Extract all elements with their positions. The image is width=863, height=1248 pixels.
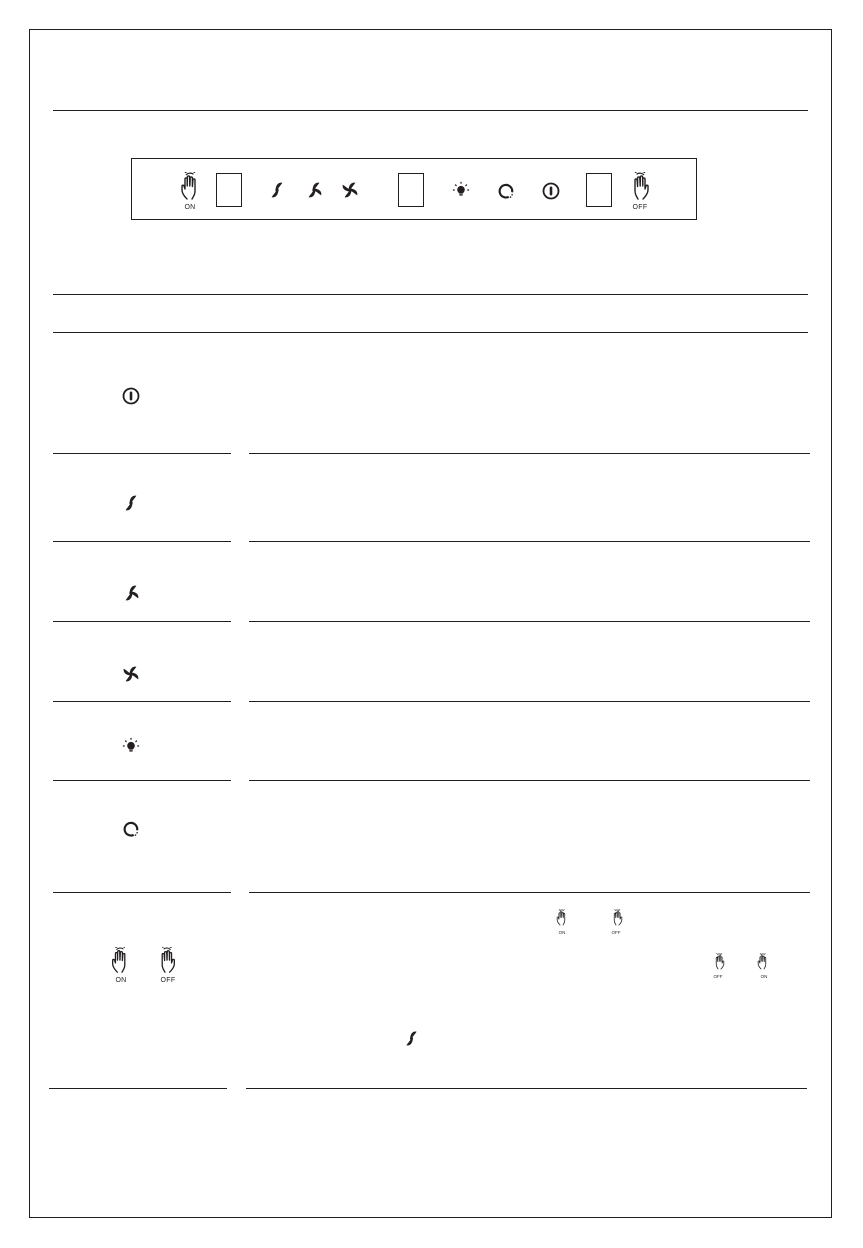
inline-on-label: ON (760, 974, 768, 979)
power-icon (121, 386, 141, 406)
row-rule-left (53, 780, 231, 781)
fan-speed-2-icon (122, 584, 140, 602)
row-rule-right (246, 1088, 807, 1089)
control-panel-diagram (131, 158, 697, 220)
table-top-rule (53, 294, 808, 295)
row-rule-left (53, 892, 231, 893)
light-bulb-icon (122, 737, 140, 755)
hand-wave-on-icon (110, 947, 134, 975)
panel-off-label: OFF (632, 204, 648, 211)
light-bulb-icon[interactable] (452, 181, 470, 199)
fan-speed-1-icon (403, 1030, 420, 1047)
row-rule-right (249, 453, 810, 454)
row-rule-right (249, 621, 810, 622)
row-rule-left (53, 541, 231, 542)
inline-on-label: ON (558, 930, 566, 935)
fan-speed-3-icon[interactable] (341, 181, 359, 199)
gesture-off-label: OFF (160, 977, 176, 984)
timer-delay-icon[interactable] (497, 182, 515, 200)
hand-wave-off-icon (609, 909, 623, 927)
hand-wave-on-icon (556, 909, 570, 927)
fan-speed-1-icon (122, 494, 140, 512)
fan-speed-1-icon[interactable] (268, 181, 286, 199)
timer-delay-icon (122, 820, 140, 838)
row-rule-left (53, 621, 231, 622)
fan-speed-3-icon (122, 665, 140, 683)
hand-wave-off-icon (711, 953, 725, 971)
display-window-center (398, 173, 424, 207)
inline-off-label: OFF (713, 974, 723, 979)
header-rule (53, 110, 808, 111)
panel-on-label: ON (184, 204, 196, 211)
row-rule-right (249, 701, 810, 702)
hand-wave-on-icon (180, 172, 204, 202)
gesture-on-label: ON (115, 977, 127, 984)
power-icon[interactable] (541, 181, 561, 201)
fan-speed-2-icon[interactable] (305, 181, 323, 199)
display-window-left (216, 173, 242, 207)
table-header-rule (53, 332, 808, 333)
inline-off-label: OFF (611, 930, 621, 935)
row-rule-left (53, 453, 231, 454)
hand-wave-off-icon (626, 172, 650, 202)
row-rule-left (53, 701, 231, 702)
display-window-right (586, 173, 612, 207)
row-rule-right (249, 541, 810, 542)
hand-wave-off-icon (153, 947, 177, 975)
row-rule-left (49, 1088, 227, 1089)
row-rule-right (249, 892, 810, 893)
hand-wave-on-icon (757, 953, 771, 971)
row-rule-right (249, 780, 810, 781)
